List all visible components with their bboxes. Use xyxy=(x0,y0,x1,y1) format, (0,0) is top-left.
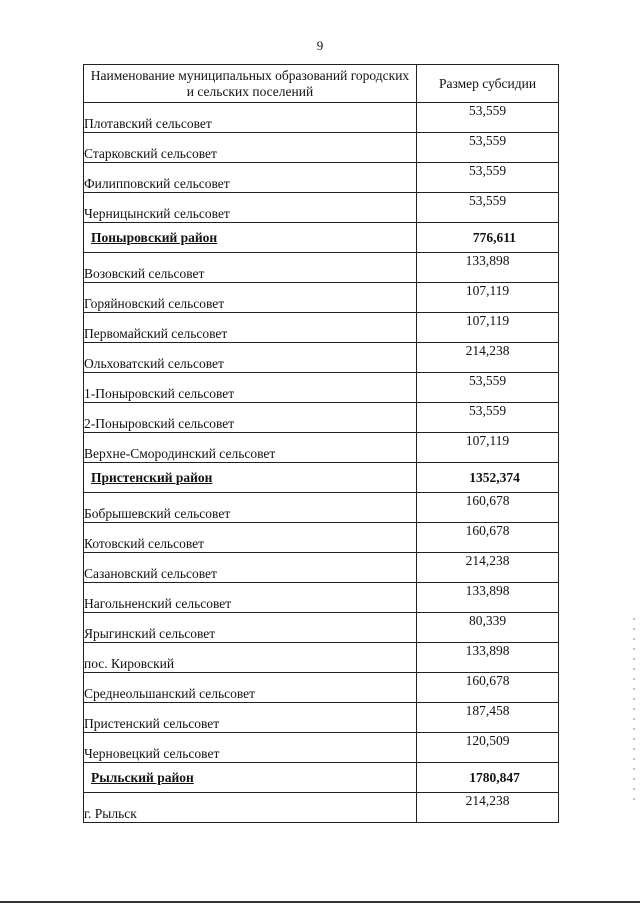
subsidy-amount: 107,119 xyxy=(417,433,559,463)
subsidy-amount: 160,678 xyxy=(417,493,559,523)
subsidy-table xyxy=(83,64,559,823)
subsidy-amount: 53,559 xyxy=(417,193,559,223)
table-row xyxy=(84,403,559,433)
subsidy-amount: 107,119 xyxy=(417,313,559,343)
table-row xyxy=(84,793,559,823)
table-row xyxy=(84,733,559,763)
district-row xyxy=(84,223,559,253)
header-subsidy-amount: Размер субсидии xyxy=(417,65,559,103)
table-row xyxy=(84,253,559,283)
settlement-name: Нагольненский сельсовет xyxy=(84,583,417,613)
subsidy-amount: 214,238 xyxy=(417,793,559,823)
settlement-name: 1-Поныровский сельсовет xyxy=(84,373,417,403)
subsidy-amount: 53,559 xyxy=(417,103,559,133)
settlement-name: Ольховатский сельсовет xyxy=(84,343,417,373)
settlement-name: Филипповский сельсовет xyxy=(84,163,417,193)
table-row xyxy=(84,613,559,643)
bottom-rule xyxy=(0,901,640,903)
margin-scan-marks xyxy=(633,618,635,808)
table-row xyxy=(84,193,559,223)
table-row xyxy=(84,643,559,673)
subsidy-amount: 133,898 xyxy=(417,643,559,673)
table-row xyxy=(84,433,559,463)
district-subsidy-total: 1780,847 xyxy=(417,763,559,793)
settlement-name: Возовский сельсовет xyxy=(84,253,417,283)
district-name: Рыльский район xyxy=(84,763,417,793)
subsidy-amount: 80,339 xyxy=(417,613,559,643)
settlement-name: Черновецкий сельсовет xyxy=(84,733,417,763)
table-row xyxy=(84,163,559,193)
subsidy-amount: 53,559 xyxy=(417,403,559,433)
settlement-name: Верхне-Смородинский сельсовет xyxy=(84,433,417,463)
table-row xyxy=(84,133,559,163)
settlement-name: 2-Поныровский сельсовет xyxy=(84,403,417,433)
settlement-name: Первомайский сельсовет xyxy=(84,313,417,343)
table-row xyxy=(84,553,559,583)
table-row xyxy=(84,313,559,343)
settlement-name: Горяйновский сельсовет xyxy=(84,283,417,313)
subsidy-amount: 120,509 xyxy=(417,733,559,763)
subsidy-amount: 53,559 xyxy=(417,373,559,403)
table-row xyxy=(84,373,559,403)
settlement-name: Плотавский сельсовет xyxy=(84,103,417,133)
header-municipality-name: Наименование муниципальных образований городских и сельских поселений xyxy=(84,65,417,103)
settlement-name: Среднеольшанский сельсовет xyxy=(84,673,417,703)
subsidy-amount: 187,458 xyxy=(417,703,559,733)
settlement-name: г. Рыльск xyxy=(84,793,417,823)
table-header-row xyxy=(84,65,559,103)
subsidy-amount: 53,559 xyxy=(417,163,559,193)
subsidy-amount: 214,238 xyxy=(417,553,559,583)
table-row xyxy=(84,283,559,313)
subsidy-amount: 214,238 xyxy=(417,343,559,373)
district-name: Пристенский район xyxy=(84,463,417,493)
page-number: 9 xyxy=(316,38,324,53)
district-subsidy-total: 776,611 xyxy=(417,223,559,253)
district-row xyxy=(84,463,559,493)
subsidy-amount: 107,119 xyxy=(417,283,559,313)
subsidy-amount: 160,678 xyxy=(417,673,559,703)
settlement-name: Черницынский сельсовет xyxy=(84,193,417,223)
district-subsidy-total: 1352,374 xyxy=(417,463,559,493)
settlement-name: Сазановский сельсовет xyxy=(84,553,417,583)
district-name: Поныровский район xyxy=(84,223,417,253)
settlement-name: Бобрышевский сельсовет xyxy=(84,493,417,523)
subsidy-amount: 133,898 xyxy=(417,253,559,283)
table-row xyxy=(84,583,559,613)
subsidy-amount: 53,559 xyxy=(417,133,559,163)
table-row xyxy=(84,703,559,733)
settlement-name: Старковский сельсовет xyxy=(84,133,417,163)
subsidy-amount: 160,678 xyxy=(417,523,559,553)
settlement-name: Котовский сельсовет xyxy=(84,523,417,553)
table-row xyxy=(84,493,559,523)
settlement-name: пос. Кировский xyxy=(84,643,417,673)
table-row xyxy=(84,523,559,553)
settlement-name: Ярыгинский сельсовет xyxy=(84,613,417,643)
district-row xyxy=(84,763,559,793)
table-row xyxy=(84,343,559,373)
table-row xyxy=(84,673,559,703)
table-body xyxy=(84,103,559,823)
subsidy-amount: 133,898 xyxy=(417,583,559,613)
table-row xyxy=(84,103,559,133)
settlement-name: Пристенский сельсовет xyxy=(84,703,417,733)
